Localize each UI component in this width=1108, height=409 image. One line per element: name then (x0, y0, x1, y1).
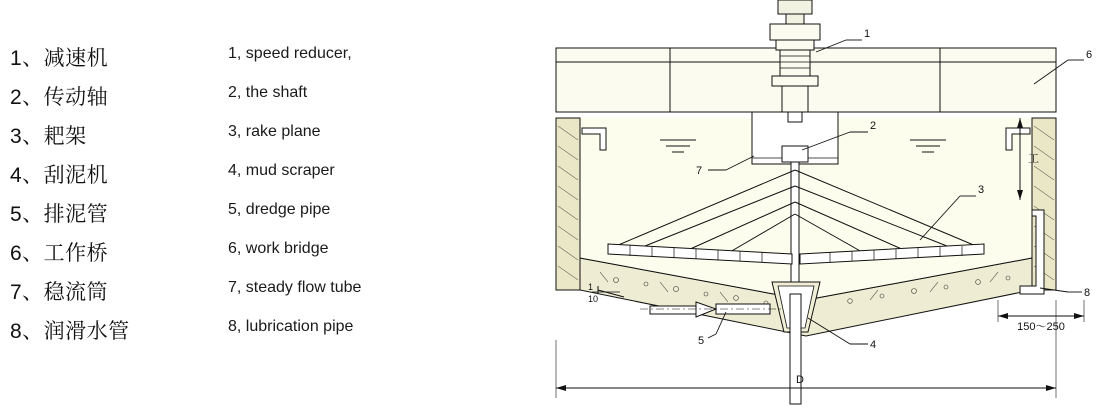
callout-1: 1 (864, 28, 871, 40)
dimension-clearance (998, 300, 1084, 333)
legend-label-en: 1, speed reducer, (228, 45, 352, 62)
legend-label-en: 8, lubrication pipe (228, 318, 354, 335)
list-item (0, 42, 540, 81)
legend-label-en: 7, steady flow tube (228, 279, 362, 296)
dimension-depth-label: 工 (1028, 153, 1039, 165)
slope-rise-label: 1 (588, 282, 594, 292)
legend-label-cn: 7、稳流筒 (10, 281, 109, 304)
dimension-d-label: D (796, 374, 804, 386)
legend-label-cn: 6、工作桥 (10, 242, 109, 265)
scraper-section-svg (520, 0, 1108, 409)
callout-7: 7 (696, 165, 703, 177)
list-item (0, 120, 540, 159)
callout-6: 6 (1086, 49, 1093, 61)
callout-5: 5 (698, 335, 705, 347)
dimension-clearance-label: 150～250 (1017, 321, 1065, 333)
list-item (0, 276, 540, 315)
list-item (0, 315, 540, 354)
legend-label-en: 6, work bridge (228, 240, 329, 257)
legend-list (0, 42, 540, 372)
legend-label-cn: 8、润滑水管 (10, 320, 130, 343)
legend-label-cn: 4、刮泥机 (10, 164, 109, 187)
list-item (0, 237, 540, 276)
legend-label-en: 3, rake plane (228, 123, 321, 140)
callout-3: 3 (978, 184, 985, 196)
legend-label-cn: 5、排泥管 (10, 203, 109, 226)
list-item (0, 81, 540, 120)
legend-label-en: 2, the shaft (228, 84, 308, 101)
callout-8: 8 (1084, 287, 1091, 299)
slope-run-label: 10 (588, 294, 599, 304)
technical-drawing (520, 0, 1108, 409)
legend-label-en: 5, dredge pipe (228, 201, 331, 218)
callout-2: 2 (870, 120, 877, 132)
list-item (0, 159, 540, 198)
list-item (0, 198, 540, 237)
legend-label-en: 4, mud scraper (228, 162, 335, 179)
legend-label-cn: 2、传动轴 (10, 86, 109, 109)
legend-label-cn: 1、减速机 (10, 47, 109, 70)
callout-4: 4 (870, 339, 877, 351)
legend-label-cn: 3、耙架 (10, 125, 87, 148)
